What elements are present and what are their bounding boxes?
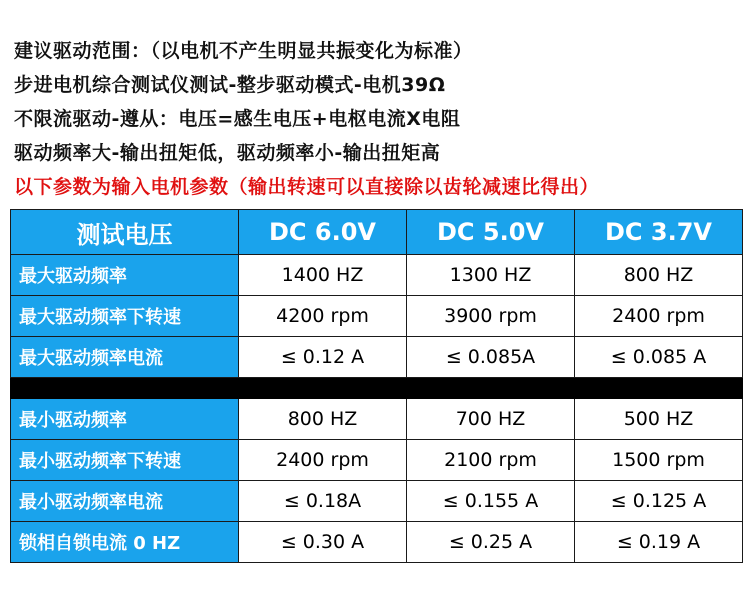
row-label: 最小驱动频率电流 [11, 481, 239, 522]
table-cell: 4200 rpm [239, 296, 407, 337]
table-row [11, 296, 743, 337]
note-frequency-torque: 驱动频率大-输出扭矩低，驱动频率小-输出扭矩高 [14, 142, 441, 164]
table-cell: 3900 rpm [407, 296, 575, 337]
table-row [11, 481, 743, 522]
table-cell: 800 HZ [575, 255, 743, 296]
table-cell: 500 HZ [575, 399, 743, 440]
row-label: 最小驱动频率下转速 [11, 440, 239, 481]
table-cell: 800 HZ [239, 399, 407, 440]
table-cell: 700 HZ [407, 399, 575, 440]
table-row [11, 337, 743, 378]
row-label: 最大驱动频率电流 [11, 337, 239, 378]
note-drive-range: 建议驱动范围：（以电机不产生明显共振变化为标准） [14, 40, 473, 62]
table-cell: ≤ 0.12 A [239, 337, 407, 378]
table-cell: ≤ 0.19 A [575, 522, 743, 563]
table-cell: ≤ 0.155 A [407, 481, 575, 522]
table-cell: ≤ 0.30 A [239, 522, 407, 563]
table-cell: 2400 rpm [575, 296, 743, 337]
table-cell: ≤ 0.18A [239, 481, 407, 522]
header-label: 测试电压 [11, 210, 239, 255]
table-cell: ≤ 0.085A [407, 337, 575, 378]
table-row [11, 522, 743, 563]
table-cell: ≤ 0.085 A [575, 337, 743, 378]
notes-block [14, 34, 599, 204]
row-label: 最大驱动频率 [11, 255, 239, 296]
table-row [11, 440, 743, 481]
note-input-parameters: 以下参数为输入电机参数（输出转速可以直接除以齿轮减速比得出） [14, 176, 600, 198]
header-column: DC 5.0V [407, 210, 575, 255]
row-label: 锁相自锁电流 0 HZ [11, 522, 239, 563]
row-label: 最大驱动频率下转速 [11, 296, 239, 337]
header-column: DC 6.0V [239, 210, 407, 255]
note-voltage-formula: 不限流驱动-遵从：电压=感生电压+电枢电流X电阻 [14, 108, 461, 130]
row-label: 最小驱动频率 [11, 399, 239, 440]
divider-bar [11, 378, 743, 399]
header-column: DC 3.7V [575, 210, 743, 255]
table-cell: 2100 rpm [407, 440, 575, 481]
table-cell: 1300 HZ [407, 255, 575, 296]
table-row [11, 255, 743, 296]
table-cell: 1400 HZ [239, 255, 407, 296]
table-cell: ≤ 0.25 A [407, 522, 575, 563]
table-cell: 1500 rpm [575, 440, 743, 481]
table-cell: ≤ 0.125 A [575, 481, 743, 522]
spec-table [10, 209, 743, 563]
table-divider [11, 378, 743, 399]
note-test-mode: 步进电机综合测试仪测试-整步驱动模式-电机39Ω [14, 74, 446, 96]
table-cell: 2400 rpm [239, 440, 407, 481]
table-row [11, 399, 743, 440]
table-header-row [11, 210, 743, 255]
